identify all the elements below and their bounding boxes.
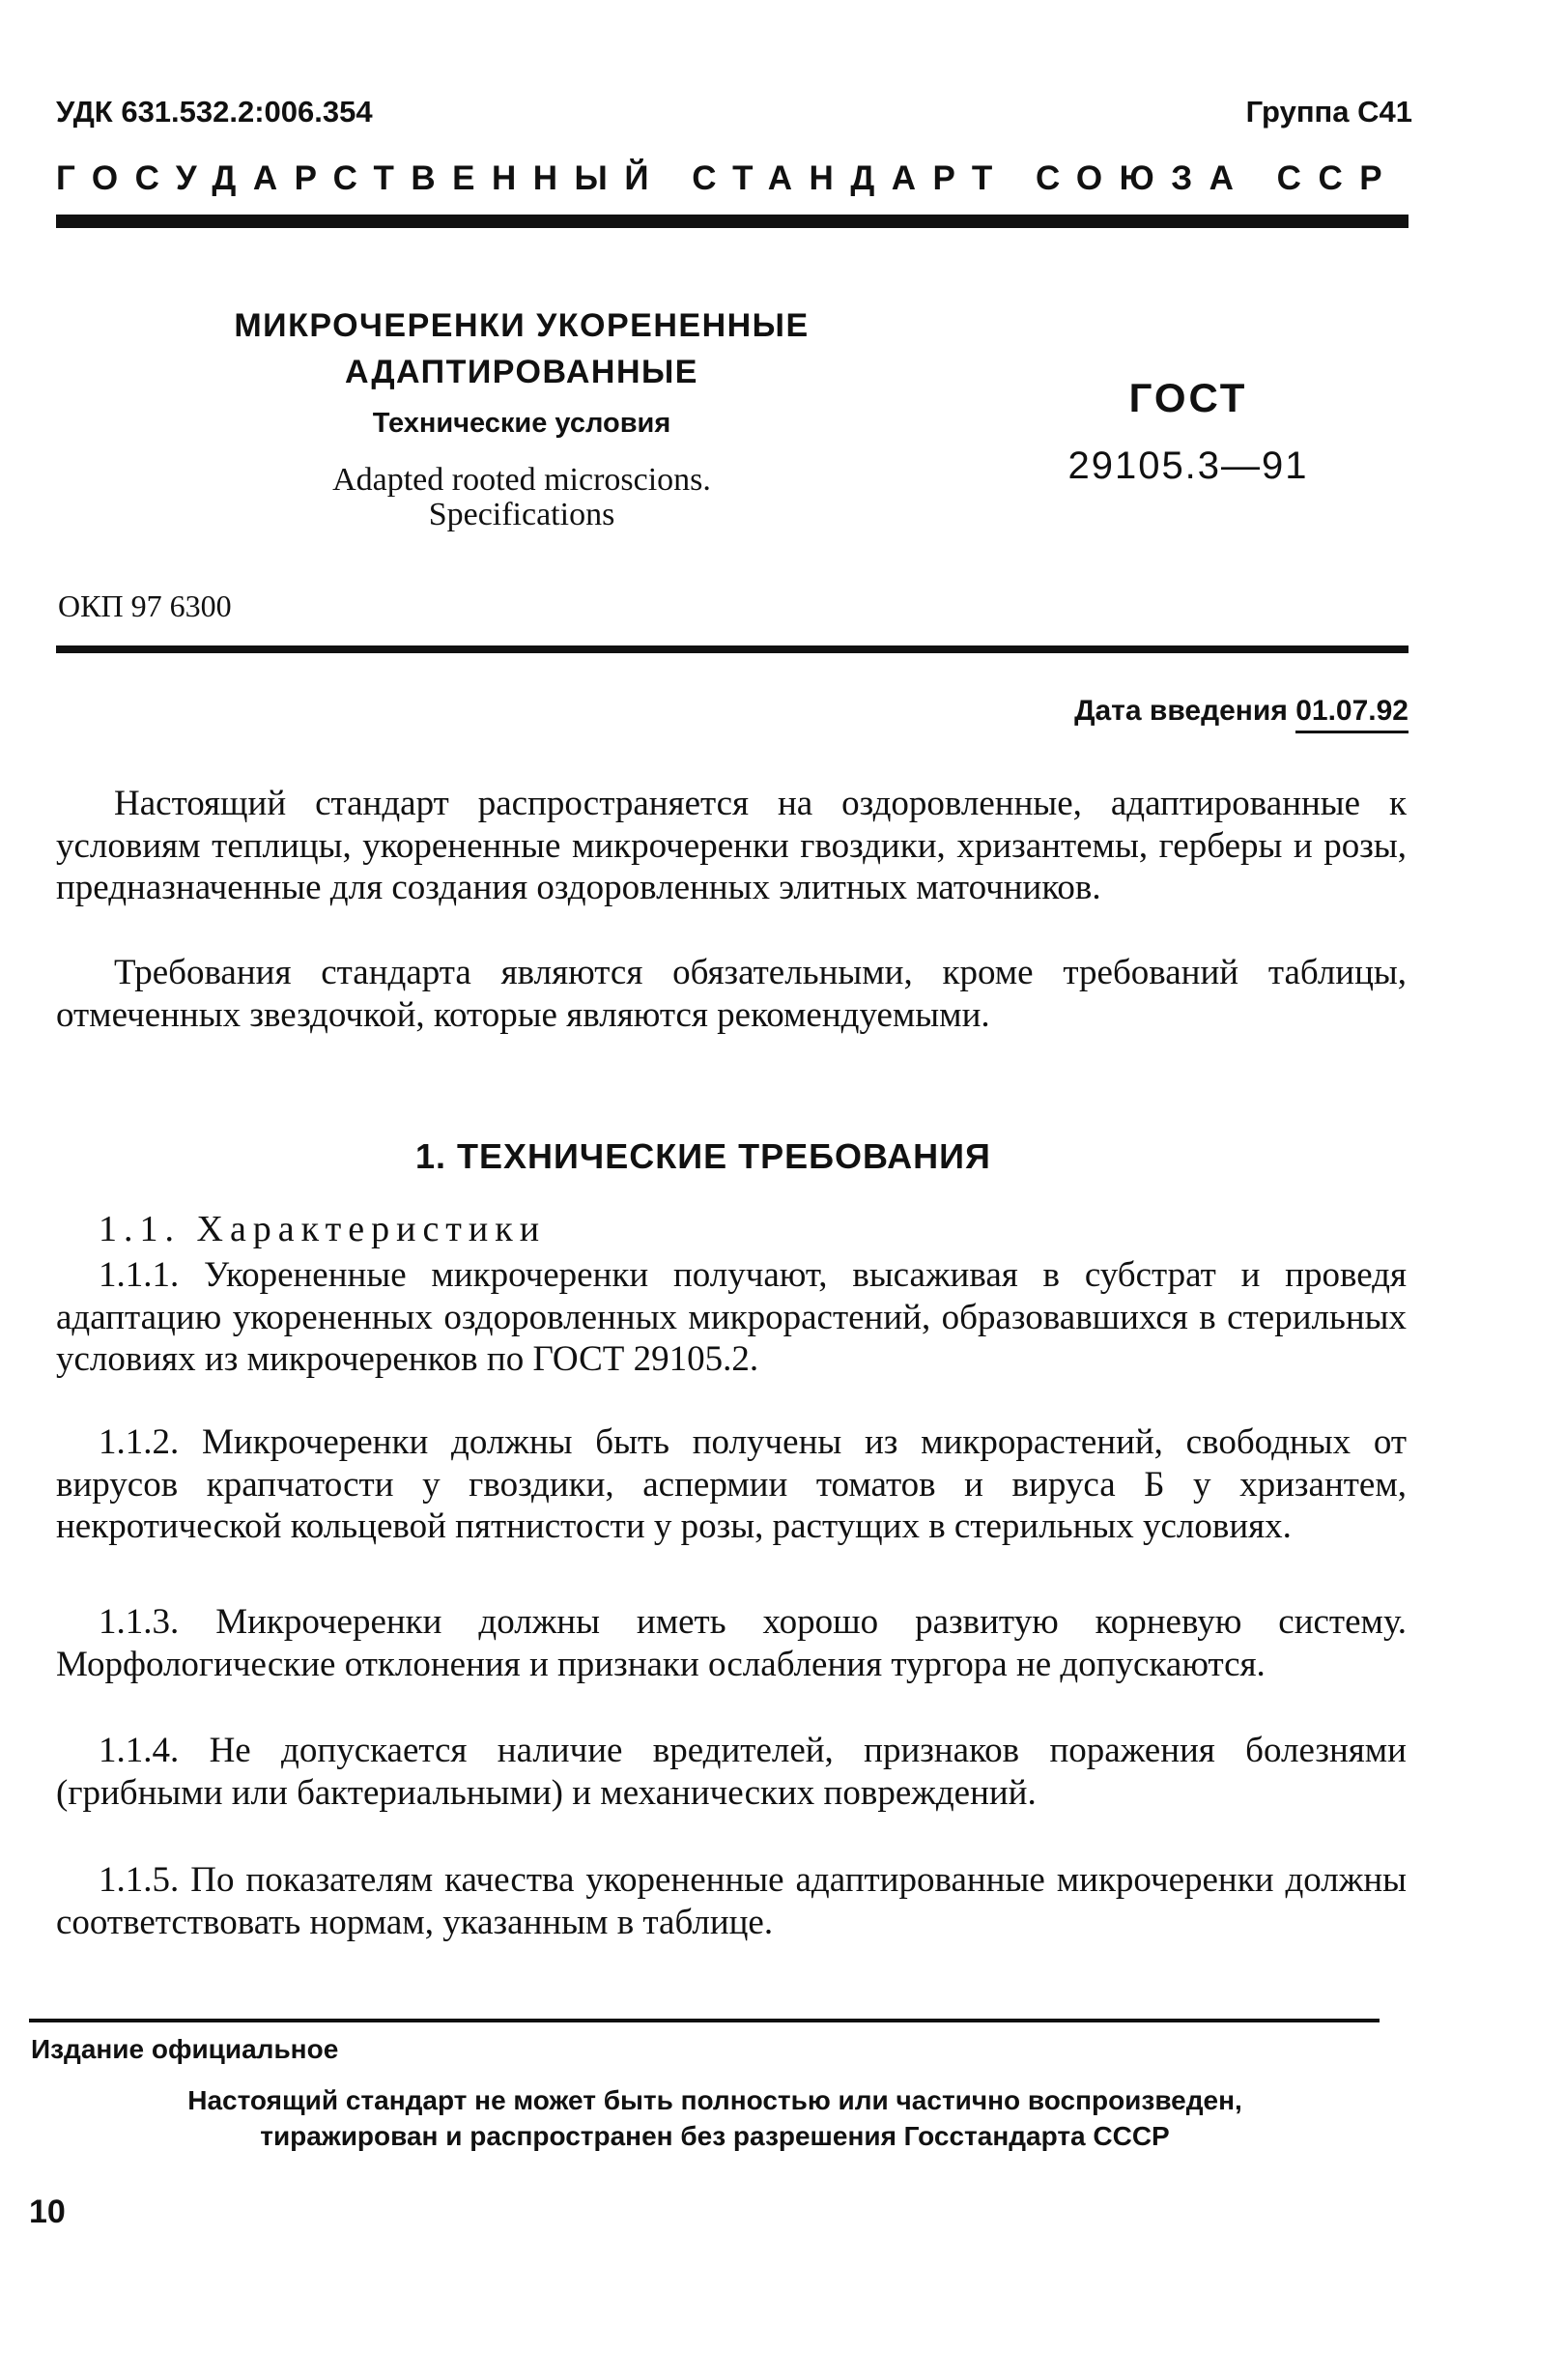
header-divider bbox=[56, 215, 1408, 228]
copyright-notice-line1: Настоящий стандарт не может быть полностью или частично воспроизведен, bbox=[187, 2085, 1242, 2115]
gost-number: 29105.3—91 bbox=[1067, 444, 1309, 487]
introduction-date bbox=[1074, 695, 1408, 728]
clause-1-1-5: 1.1.5. По показателям качества укорененные адаптированные микрочеренки должны соответствовать нормам, указанным в таблице. bbox=[56, 1860, 1407, 1942]
intro-paragraph-2: Требования стандарта являются обязательными, кроме требований таблицы, отмеченных звездочкой, которые являются рекомендуемыми. bbox=[56, 953, 1407, 1035]
introduction-date-label: Дата введения bbox=[1074, 695, 1288, 727]
introduction-date-value: 01.07.92 bbox=[1295, 695, 1408, 733]
subsection-heading: 1.1. Характеристики bbox=[99, 1209, 547, 1249]
copyright-notice-line2: тиражирован и распространен без разрешения Госстандарта СССР bbox=[260, 2121, 1170, 2151]
title-divider bbox=[56, 645, 1408, 653]
copyright-notice bbox=[58, 2082, 1372, 2154]
gost-label: ГОСТ bbox=[1128, 375, 1248, 420]
okp-code: ОКП 97 6300 bbox=[58, 588, 232, 623]
clause-1-1-3: 1.1.3. Микрочеренки должны иметь хорошо развитую корневую систему. Морфологические отклонения и признаки ослабления тургора не допускаются. bbox=[56, 1602, 1407, 1684]
english-title-line2: Specifications bbox=[428, 497, 615, 532]
page-number: 10 bbox=[29, 2194, 66, 2230]
footer-divider bbox=[29, 2019, 1380, 2022]
section-heading: 1. ТЕХНИЧЕСКИЕ ТРЕБОВАНИЯ bbox=[415, 1136, 991, 1176]
document-title-line2: АДАПТИРОВАННЫЕ bbox=[345, 354, 698, 390]
clause-1-1-2: 1.1.2. Микрочеренки должны быть получены из микрорастений, свободных от вирусов крапчатости у гвоздики, аспермии томатов и вируса Б у хризантем, некротической кольцевой пятнистости у розы, растущих в стерильных условиях. bbox=[56, 1422, 1407, 1546]
group-code: Группа С41 bbox=[1245, 95, 1412, 129]
intro-paragraph-1: Настоящий стандарт распространяется на оздоровленные, адаптированные к условиям теплицы, укорененные микрочеренки гвоздики, хризантемы, герберы и розы, предназначенные для создания оздоровленных элитных маточников. bbox=[56, 784, 1407, 907]
clause-1-1-1: 1.1.1. Укорененные микрочеренки получают, высаживая в субстрат и проведя адаптацию укорененных оздоровленных микрорастений, образовавшихся в стерильных условиях из микрочеренков по ГОСТ 29105.2. bbox=[56, 1255, 1407, 1379]
english-title-line1: Adapted rooted microscions. bbox=[332, 462, 711, 498]
document-title-line1: МИКРОЧЕРЕНКИ УКОРЕНЕННЫЕ bbox=[234, 307, 810, 344]
edition-label: Издание официальное bbox=[31, 2034, 339, 2064]
document-subtitle: Технические условия bbox=[372, 408, 671, 439]
standard-header-title: ГОСУДАРСТВЕННЫЙ СТАНДАРТ СОЮЗА ССР bbox=[56, 159, 1400, 197]
clause-1-1-4: 1.1.4. Не допускается наличие вредителей, признаков поражения болезнями (грибными или бактериальными) и механических повреждений. bbox=[56, 1731, 1407, 1813]
udk-code: УДК 631.532.2:006.354 bbox=[56, 95, 373, 129]
